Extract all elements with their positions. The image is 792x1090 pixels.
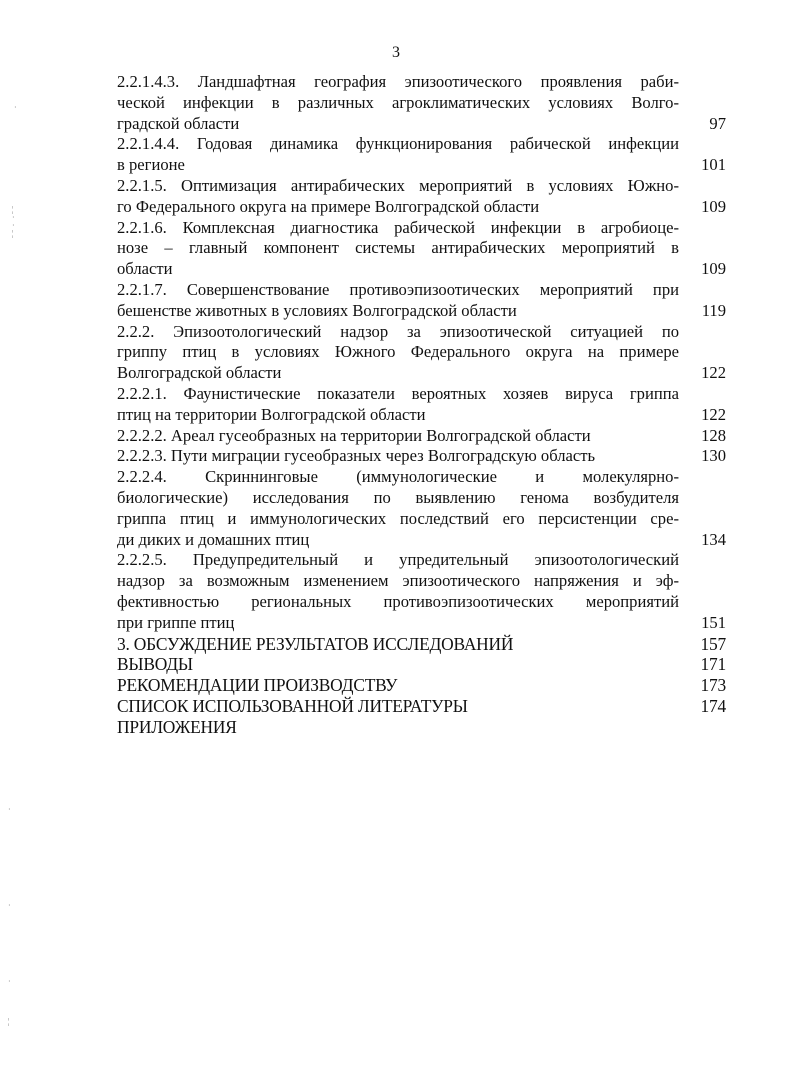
toc-entry-title [117, 654, 679, 675]
scan-mark: · [8, 977, 11, 986]
toc-entry-line: СПИСОК ИСПОЛЬЗОВАННОЙ ЛИТЕРАТУРЫ [117, 695, 468, 716]
toc-entry-line: градской области [117, 113, 240, 133]
toc-entry-page: 97 [709, 113, 726, 133]
toc-entry-page: 174 [700, 695, 726, 716]
toc-entry-line: 2.2.1.4.3. Ландшафтная география эпизоотического проявления раби- [117, 72, 679, 91]
toc-entry-line: при гриппе птиц [117, 612, 235, 632]
toc-entry [117, 654, 726, 675]
toc-entry [117, 633, 726, 655]
toc-entry-line: надзор за возможным изменением эпизоотического напряжения и эф- [117, 571, 679, 591]
toc-entry-page: 134 [701, 529, 726, 549]
scan-mark: · [8, 805, 11, 814]
toc-entry-page: 130 [701, 446, 726, 466]
toc-entry [117, 175, 726, 218]
toc-entry [117, 446, 726, 467]
toc-entry-line: ческой инфекции в различных агроклиматических условиях Волго- [117, 92, 679, 112]
toc-entry-title [117, 550, 679, 633]
toc-entry-page: 157 [700, 633, 726, 654]
toc-entry-line: ди диких и домашних птиц [117, 529, 310, 549]
toc-entry [117, 279, 726, 322]
toc-entry-title [117, 322, 679, 384]
toc-entry-page: 122 [701, 363, 726, 383]
scan-mark: · [8, 901, 11, 910]
toc-entry-title [117, 426, 679, 447]
toc-entry-title [117, 384, 679, 426]
toc-entry-line: нозе – главный компонент системы антирабических мероприятий в [117, 238, 679, 258]
toc-entry-page: 119 [701, 300, 726, 320]
toc-entry-line: Волгоградской области [117, 363, 282, 383]
toc-entry-line: области [117, 259, 173, 279]
toc-entry-line: 2.2.1.7. Совершенствование противоэпизоотических мероприятий при [117, 279, 679, 299]
toc-entry-page: 109 [701, 196, 726, 216]
toc-entry [117, 217, 726, 280]
toc-entry-line: 2.2.2. Эпизоотологический надзор за эпизоотической ситуацией по [117, 321, 679, 341]
toc-entry-page: 122 [701, 404, 726, 424]
toc-entry-line: в регионе [117, 155, 185, 175]
toc-entry-line: 2.2.1.4.4. Годовая динамика функционирования рабической инфекции [117, 134, 679, 154]
toc-entry [117, 321, 726, 384]
toc-entry-page: 151 [701, 612, 726, 632]
toc-entry-line: РЕКОМЕНДАЦИИ ПРОИЗВОДСТВУ [117, 675, 398, 696]
toc-entry-line: гриппа птиц и иммунологических последствий его персистенции сре- [117, 508, 679, 528]
toc-entry-title [117, 446, 679, 467]
table-of-contents [117, 72, 726, 738]
toc-entry [117, 134, 726, 176]
toc-entry [117, 695, 726, 717]
toc-entry [117, 425, 726, 447]
toc-entry-title [117, 176, 679, 218]
toc-entry-line: 2.2.2.4. Скриннинговые (иммунологические и молекулярно- [117, 467, 679, 487]
toc-entry-line: гриппу птиц в условиях Южного Федерального округа на примере [117, 342, 679, 362]
toc-entry-title [117, 696, 679, 717]
toc-entry-title [117, 218, 679, 280]
toc-entry-title [117, 467, 679, 550]
toc-entry-title [117, 280, 679, 322]
scan-mark: ¦ [8, 1017, 10, 1026]
toc-entry-line: 2.2.2.2. Ареал гусеобразных на территории Волгоградской области [117, 425, 591, 445]
toc-entry-line: 2.2.1.6. Комплексная диагностика рабической инфекции в агробиоце- [117, 217, 679, 237]
toc-entry-title [117, 72, 679, 134]
toc-entry-page: 128 [701, 425, 726, 445]
toc-entry [117, 467, 726, 550]
toc-entry-line: фективностью региональных противоэпизоотических мероприятий [117, 591, 679, 611]
toc-entry-title [117, 717, 679, 738]
toc-entry-line: 2.2.2.1. Фаунистические показатели вероятных хозяев вируса гриппа [117, 383, 679, 403]
toc-entry-title [117, 634, 679, 655]
toc-entry-line: ВЫВОДЫ [117, 654, 193, 675]
toc-entry [117, 717, 699, 738]
toc-entry-line: биологические) исследования по выявлению генома возбудителя [117, 487, 679, 507]
toc-entry-line: го Федерального округа на примере Волгоградской области [117, 196, 540, 216]
toc-entry-title [117, 675, 679, 696]
page-number: 3 [392, 44, 400, 61]
toc-entry-page: 109 [701, 259, 726, 279]
toc-entry-line: бешенстве животных в условиях Волгоградской области [117, 300, 517, 320]
toc-entry-title [117, 134, 679, 176]
scan-mark: · [14, 103, 17, 112]
toc-entry [117, 550, 726, 633]
toc-entry-line: 2.2.2.5. Предупредительный и упредительный эпизоотологический [117, 550, 679, 570]
toc-entry [117, 72, 726, 134]
toc-entry [117, 383, 726, 426]
toc-entry-page: 171 [700, 654, 726, 675]
toc-entry-line: птиц на территории Волгоградской области [117, 404, 426, 424]
toc-entry-page: 173 [700, 675, 726, 696]
toc-entry-line: 2.2.2.3. Пути миграции гусеобразных через Волгоградскую область [117, 446, 596, 466]
toc-entry-line: ПРИЛОЖЕНИЯ [117, 716, 237, 737]
toc-entry-line: 2.2.1.5. Оптимизация антирабических мероприятий в условиях Южно- [117, 175, 679, 195]
toc-entry-line: 3. ОБСУЖДЕНИЕ РЕЗУЛЬТАТОВ ИССЛЕДОВАНИЙ [117, 633, 514, 654]
toc-entry-page: 101 [701, 155, 726, 175]
toc-entry [117, 675, 726, 696]
scan-mark: ¦ · · ¦ [12, 205, 15, 238]
